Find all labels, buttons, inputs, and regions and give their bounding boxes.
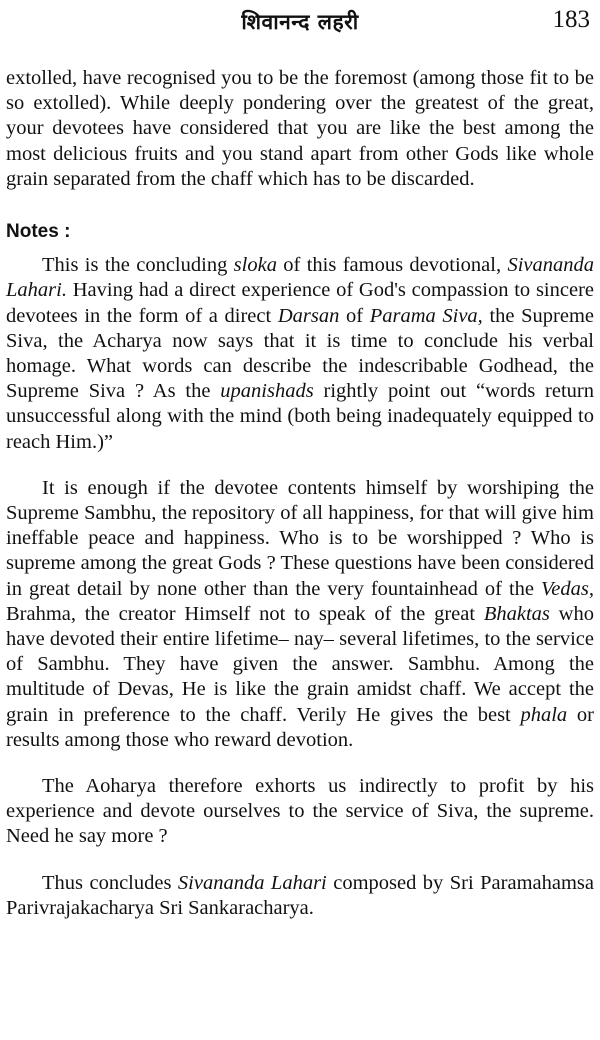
text-span: Brahma, the creator Himself not to speak of the great [6,602,484,625]
text-span: who have devoted their entire lifetime– nay– several lifetimes, to the service of Sambhu. They have given the answer. Sambhu. Among the multitude of Devas, He is like the grain amidst chaff. We accept the grain in preference to the chaff. Verily He gives the best [6,602,594,726]
italic-term: Darsan [277,304,340,327]
text-span: the Supreme Siva, the Acharya now says that it is time to conclude his verbal homage. What words can describe the indescribable Godhead, the Supreme Siva ? As the [6,304,594,403]
page-body [6,66,594,921]
running-title: शिवानन्द लहरी [241,10,359,34]
page-header [0,6,600,34]
text-span: Having had a direct experience of God's compassion to sincere devotees in the form of a direct [6,279,594,327]
paragraph-continuation: extolled, have recognised you to be the foremost (among those fit to be so extolled). While deeply pondering over the greatest of the great, your devotees have considered that you are like the best among the most delicious fruits and you stand apart from other Gods like whole grain separated from the chaff which has to be discarded. [6,67,594,190]
italic-term: phala [520,703,568,726]
text-span: of [339,304,370,327]
notes-paragraph-2 [6,476,594,753]
notes-paragraph-4 [6,871,594,921]
notes-heading: Notes : [6,221,71,243]
notes-paragraph-1 [6,253,594,455]
italic-term: Bhaktas [483,602,550,625]
text-span: Thus concludes [42,871,178,894]
italic-term: Sivananda Lahari. [6,254,594,302]
italic-term: upanishads [220,380,314,403]
text-span: This is the concluding [42,254,234,277]
text-span: It is enough if the devotee contents himself by worshiping the Supreme Sambhu, the repository of all happiness, for that will give him ineffable peace and happiness. Who is to be worshipped ? Who is supreme among the great Gods ? These questions have been considered in great detail by none other than the very fountainhead of the [6,476,594,600]
text-span: of this famous devotional, [276,254,508,277]
italic-term: Sivananda Lahari [177,871,327,894]
page-number: 183 [552,6,590,33]
text-span: composed by Sri Paramahamsa Parivrajakacharya Sri Sankaracharya. [6,871,594,919]
italic-term: Parama Siva, [369,304,483,327]
italic-term: sloka [233,254,277,277]
italic-term: Vedas, [541,577,594,600]
notes-paragraph-3: The Aoharya therefore exhorts us indirectly to profit by his experience and devote ourselves to the service of Siva, the supreme. Need he say more ? [6,775,594,848]
text-span: rightly point out “words return unsuccessful along with the mind (both being inadequately equipped to reach Him.)” [6,380,594,453]
text-span: or results among those who reward devotion. [6,703,595,751]
